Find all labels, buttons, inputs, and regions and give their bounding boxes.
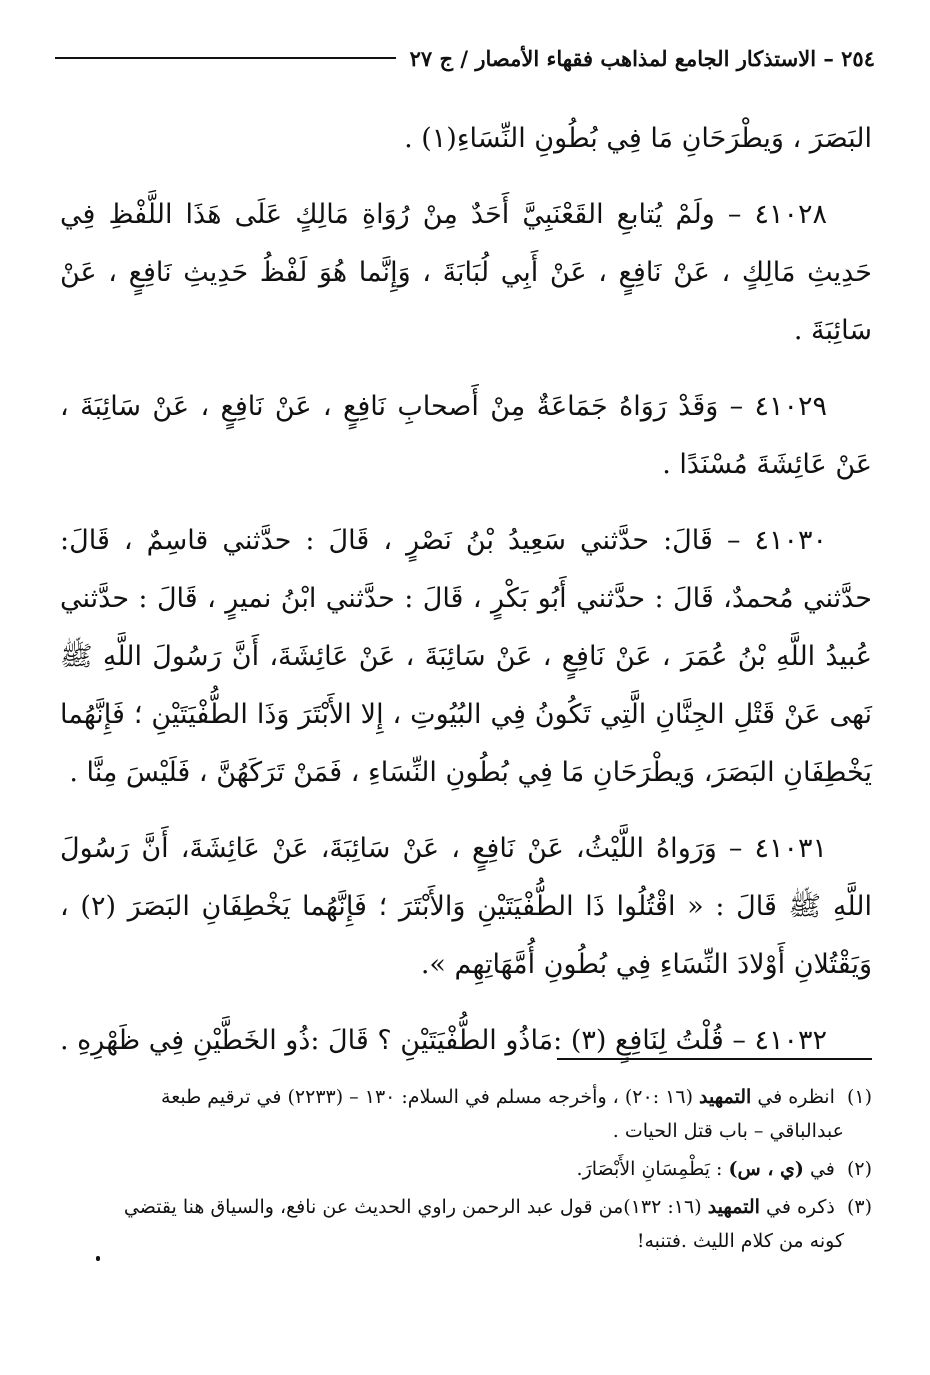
footnote-number: (١)	[846, 1086, 872, 1108]
footnote-continuation: عبدالباقي – باب قتل الحيات .	[612, 1120, 844, 1142]
footnote-source: (ي ، س)	[728, 1158, 804, 1180]
footnote-source: التمهيد	[699, 1086, 752, 1108]
footnote-lead: انظره في	[757, 1086, 835, 1108]
scan-speck	[96, 1256, 100, 1261]
paragraph-41030: ٤١٠٣٠ – قَالَ: حدَّثني سَعِيدُ بْنُ نَصْرٍ ، قَالَ : حدَّثني قاسِمٌ ، قَالَ: حدَّثني مُحمدٌ، قَالَ : حدَّثني أَبُو بَكْرٍ ، قَالَ : حدَّثني ابْنُ نميرٍ ، قَالَ : حدَّثني عُبيدُ اللَّهِ بْنُ عُمَرَ ، عَنْ نَافِعٍ ، عَنْ سَائِبَةَ ، عَنْ عَائِشَةَ، أَنَّ رَسُولَ اللَّهِ ﷺ نَهى عَنْ قَتْلِ الجِنَّانِ الَّتِي تَكُونُ فِي البُيُوتِ ، إِلا الأَبْتَرَ وَذَا الطُّفْيَتَيْنِ ؛ فَإِنَّهُما يَخْطِفَانِ البَصَرَ، وَيطْرَحَانِ مَا فِي بُطُونِ النِّسَاءِ ، فَمَنْ تَرَكَهُنَّ ، فَلَيْسَ مِنَّا .	[60, 525, 872, 788]
footnote-3	[60, 1190, 872, 1258]
footnote-text: (١٦: ١٣٢)من قول عبد الرحمن راوي الحديث عن نافع، والسياق هنا يقتضي	[123, 1196, 702, 1218]
footnote-2	[60, 1152, 872, 1186]
paragraph-41028: ٤١٠٢٨ – ولَمْ يُتابعِ القَعْنَبِيَّ أَحَدٌ مِنْ رُوَاةِ مَالِكٍ عَلَى هَذَا اللَّفْظِ فِي حَدِيثِ مَالِكٍ ، عَنْ نَافِعٍ ، عَنْ أَبِي لُبَابَةَ ، وَإِنَّما هُوَ لَفْظُ حَدِيثِ نَافِعٍ ، عَنْ سَائِبَةَ .	[60, 199, 872, 346]
footnote-number: (٣)	[846, 1196, 872, 1218]
footnote-lead: في	[809, 1158, 835, 1180]
footnote-1	[60, 1080, 872, 1148]
footnote-lead: ذكره في	[765, 1196, 835, 1218]
paragraph-continuation: البَصَرَ ، وَيطْرَحَانِ مَا فِي بُطُونِ النِّسَاءِ(١) .	[404, 123, 872, 154]
paragraph-41029: ٤١٠٢٩ – وَقَدْ رَوَاهُ جَمَاعَةٌ مِنْ أَصحابِ نَافِعٍ ، عَنْ نَافِعٍ ، عَنْ سَائِبَةَ ، عَنْ عَائِشَةَ مُسْنَدًا .	[60, 391, 872, 480]
footnote-source: التمهيد	[707, 1196, 760, 1218]
main-text	[60, 110, 872, 1088]
paragraph-41031: ٤١٠٣١ – وَرَواهُ اللَّيْثُ، عَنْ نَافِعٍ ، عَنْ سَائِبَةَ، عَنْ عَائِشَةَ، أَنَّ رَسُولَ اللَّهِ ﷺ قَالَ : « اقْتُلُوا ذَا الطُّفْيَتَيْنِ وَالأَبْتَرَ ؛ فَإِنَّهُما يَخْطِفَانِ البَصَرَ (٢) ، وَيَقْتُلانِ أَوْلادَ النِّسَاءِ فِي بُطُونِ أُمَّهَاتِهِم ».	[60, 833, 872, 980]
footnotes	[60, 1080, 872, 1262]
running-title: ٢٥٤ – الاستذكار الجامع لمذاهب فقهاء الأمصار / ج ٢٧	[409, 45, 875, 71]
paragraph-41032: ٤١٠٣٢ – قُلْتُ لِنَافِعٍ (٣) :مَاذُو الطُّفْيَتَيْنِ ؟ قَالَ :ذُو الخَطَّيْنِ فِي ظَهْرِهِ .	[59, 1025, 827, 1056]
footnote-continuation: كونه من كلام الليث .فتنبه!	[636, 1230, 844, 1252]
footnote-text: (١٦ :٢٠) ، وأخرجه مسلم في السلام: ١٣٠ – (٢٢٣٣) في ترقيم طبعة	[161, 1086, 693, 1108]
footnote-number: (٢)	[846, 1158, 872, 1180]
footnote-separator	[557, 1058, 872, 1060]
running-header	[55, 38, 875, 78]
header-rule	[55, 57, 396, 59]
footnote-text: : يَطْمِسَانِ الأَبْصَارَ.	[576, 1158, 723, 1180]
